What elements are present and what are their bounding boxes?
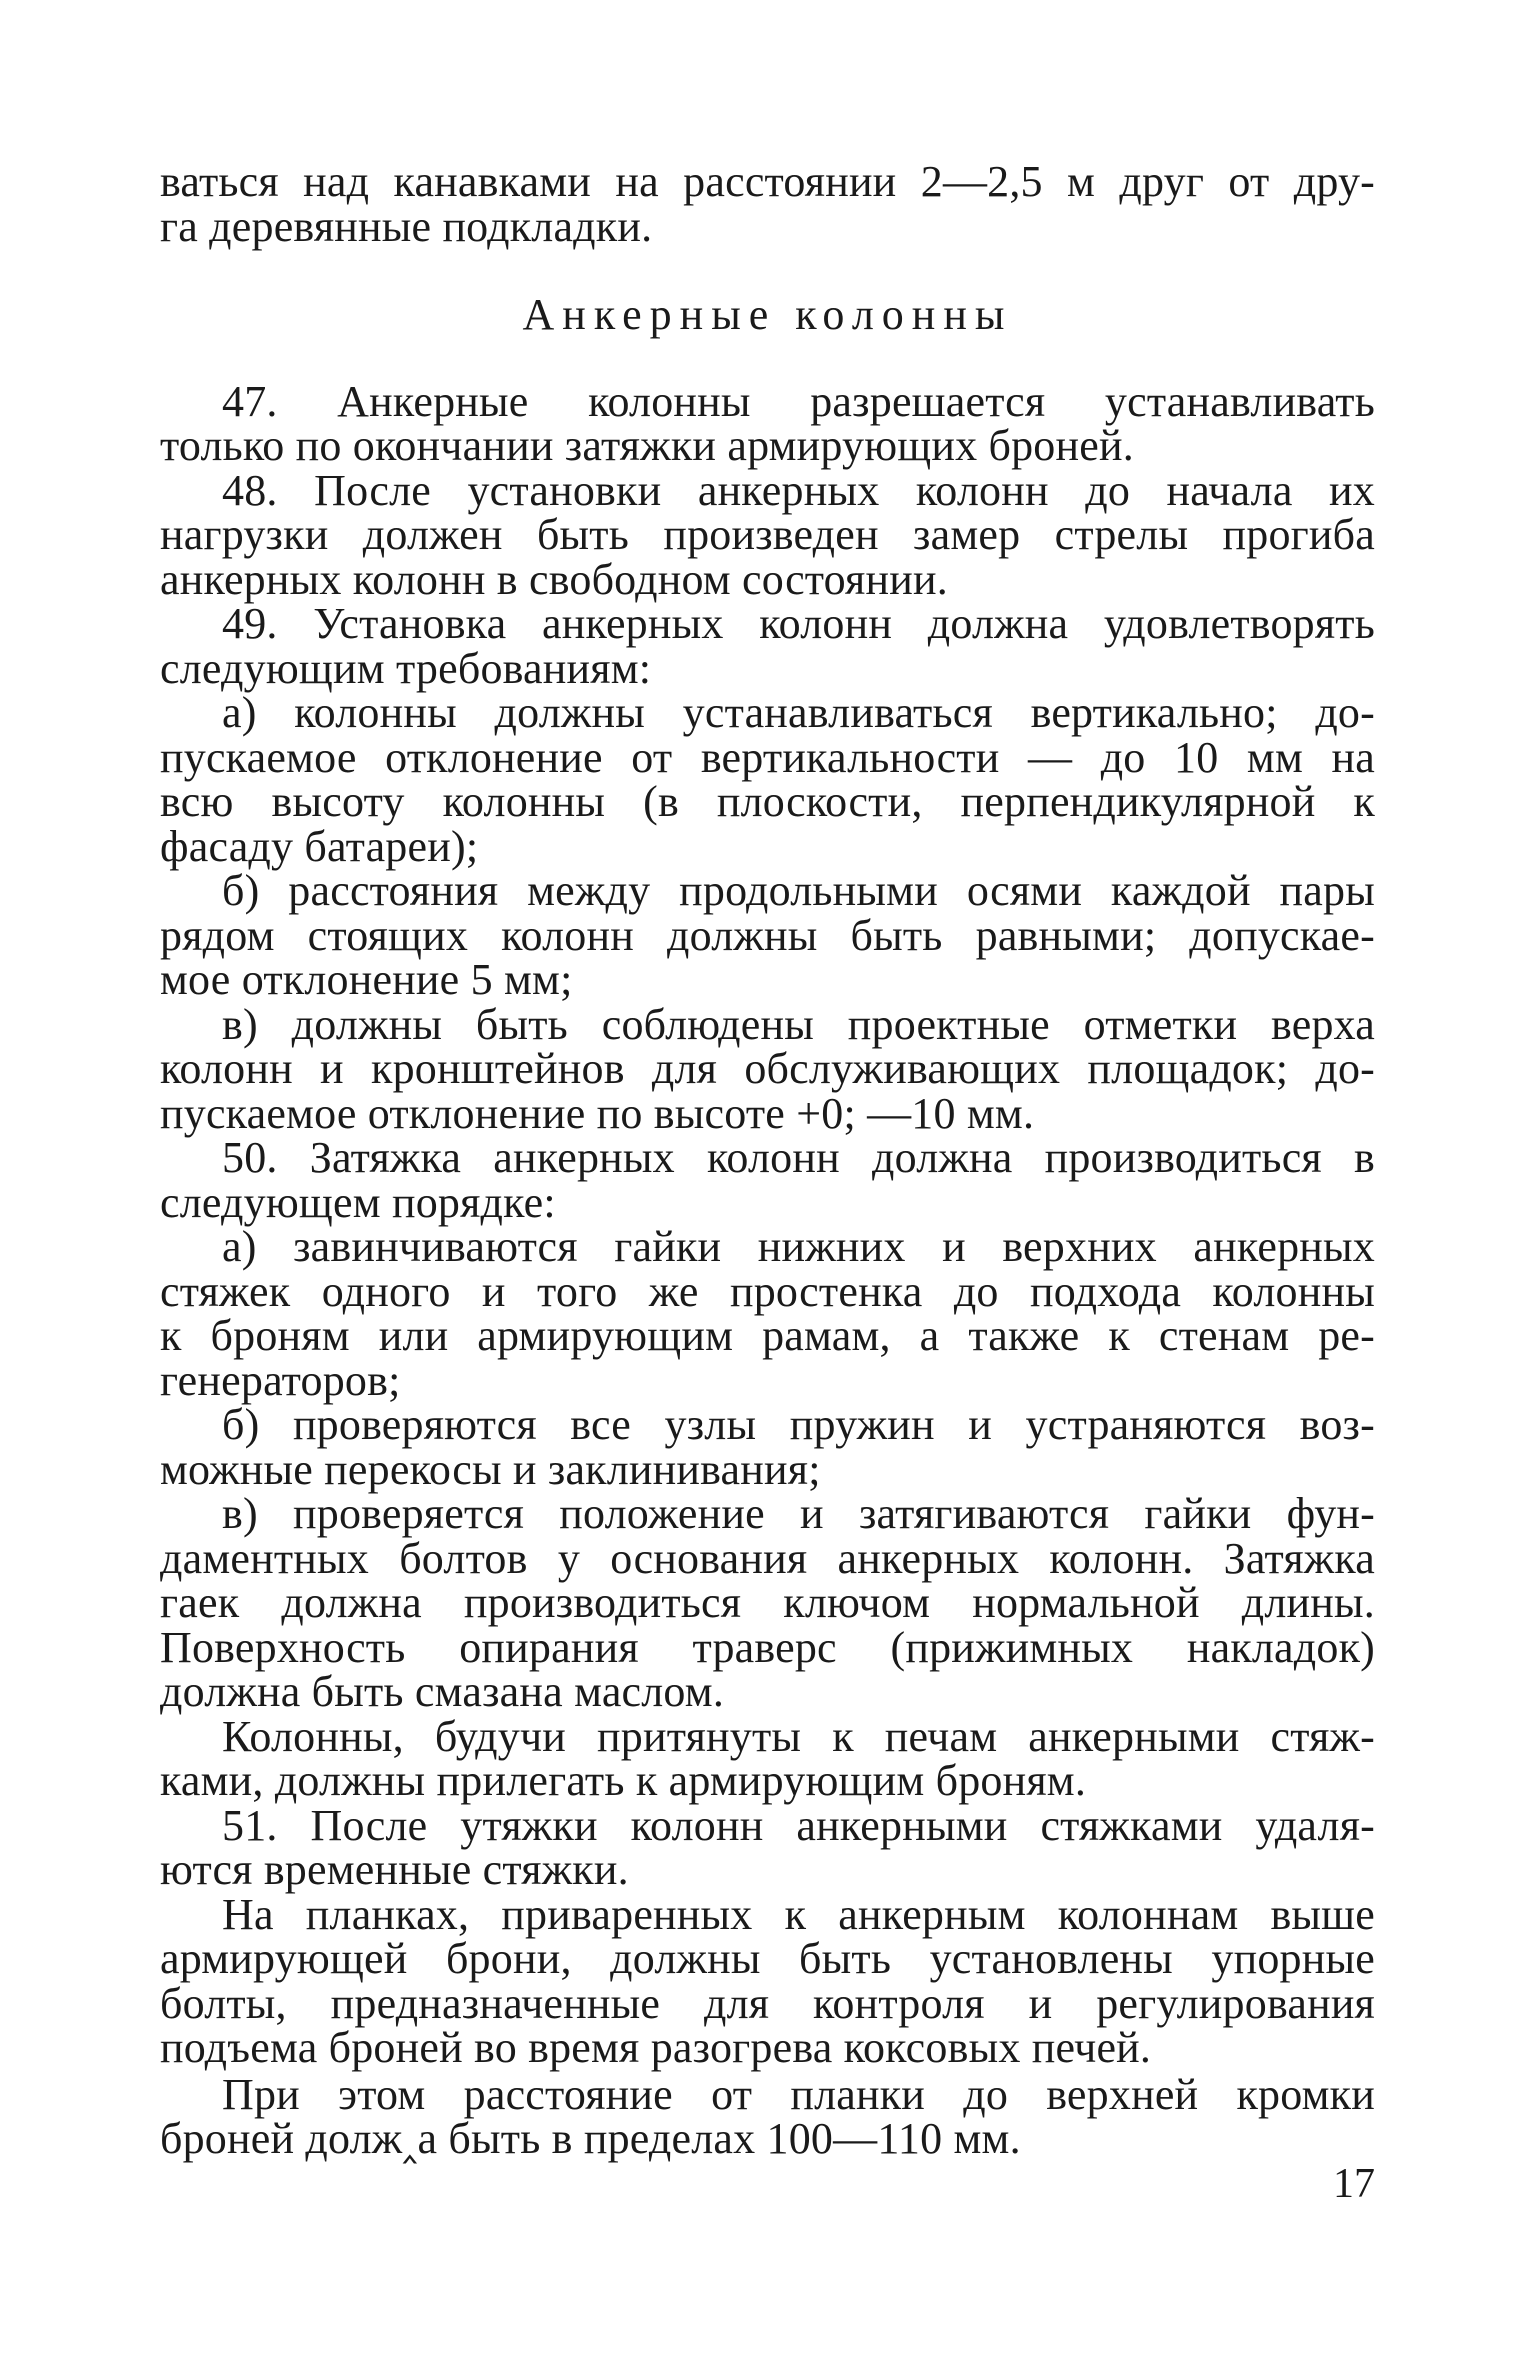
section-heading: Анкерные колонны (522, 290, 1013, 339)
intro-block (160, 157, 1375, 251)
text-line: 47. Анкерные колонны разрешается устанавливать (222, 376, 1375, 426)
text-line: болты, предназначенные для контроля и регулирования (160, 1978, 1375, 2028)
text-line: ются временные стяжки. (160, 1845, 629, 1894)
text-line: генераторов; (160, 1355, 401, 1405)
text-line: 51. После утяжки колонн анкерными стяжками удаля- (222, 1800, 1375, 1850)
text-line: Поверхность опирания траверс (прижимных накладок) (160, 1622, 1375, 1672)
text-line: фасаду батареи); (160, 821, 479, 871)
text-line: всю высоту колонны (в плоскости, перпендикулярной к (160, 777, 1375, 826)
text-line: а) завинчиваются гайки нижних и верхних анкерных (222, 1222, 1375, 1271)
text-line: даментных болтов у основания анкерных колонн. Затяжка (160, 1533, 1375, 1583)
text-line: следующем порядке: (160, 1177, 556, 1227)
text-line: пускаемое отклонение от вертикальности — до 10 мм на (160, 732, 1375, 782)
text-line: Колонны, будучи притянуты к печам анкерными стяж- (222, 1711, 1375, 1761)
text-line: б) проверяются все узлы пружин и устраняются воз- (222, 1400, 1375, 1449)
text-line: гаек должна производиться ключом нормальной длины. (160, 1578, 1375, 1627)
text-line: га деревянные подкладки. (160, 201, 653, 251)
text-line: 50. Затяжка анкерных колонн должна производиться в (222, 1133, 1375, 1182)
text-line: стяжек одного и того же простенка до подхода колонны (160, 1266, 1375, 1316)
text-line: в) проверяется положение и затягиваются гайки фун- (222, 1489, 1375, 1538)
text-line: в) должны быть соблюдены проектные отметки верха (222, 999, 1375, 1049)
text-line: На планках, приваренных к анкерным колоннам выше (222, 1889, 1375, 1939)
page-number: 17 (1333, 2161, 1375, 2207)
text-line: а) колонны должны устанавливаться вертикально; до- (222, 688, 1375, 737)
text-line: При этом расстояние от планки до верхней кромки (222, 2069, 1375, 2119)
text-line: подъема броней во время разогрева коксовых печей. (160, 2023, 1152, 2072)
text-line: только по окончании затяжки армирующих броней. (160, 421, 1134, 470)
text-line: б) расстояния между продольными осями каждой пары (222, 866, 1375, 915)
body-text (160, 376, 1375, 2163)
text-line: к броням или армирующим рамам, а также к стенам ре- (160, 1311, 1375, 1360)
text-line: армирующей брони, должны быть установлены упорные (160, 1934, 1375, 1983)
text-line: анкерных колонн в свободном состоянии. (160, 554, 948, 604)
text-line: броней долж‸а быть в пределах 100—110 мм. (160, 2114, 1021, 2163)
text-line: рядом стоящих колонн должны быть равными; допускае- (160, 910, 1375, 960)
text-line: ками, должны прилегать к армирующим броням. (160, 1756, 1087, 1805)
text-line: следующим требованиям: (160, 643, 652, 693)
text-line: нагрузки должен быть произведен замер стрелы прогиба (160, 510, 1375, 559)
text-line: должна быть смазана маслом. (160, 1667, 725, 1716)
text-line: 48. После установки анкерных колонн до начала их (222, 465, 1375, 515)
text-line: пускаемое отклонение по высоте +0; —10 мм. (160, 1088, 1035, 1138)
text-line: 49. Установка анкерных колонн должна удовлетворять (222, 599, 1375, 648)
document-page (160, 157, 1375, 2163)
text-line: мое отклонение 5 мм; (160, 955, 573, 1004)
text-line: колонн и кронштейнов для обслуживающих площадок; до- (160, 1044, 1375, 1093)
text-line: ваться над канавками на расстоянии 2—2,5 м друг от дру- (160, 157, 1375, 206)
text-line: можные перекосы и заклинивания; (160, 1444, 821, 1494)
